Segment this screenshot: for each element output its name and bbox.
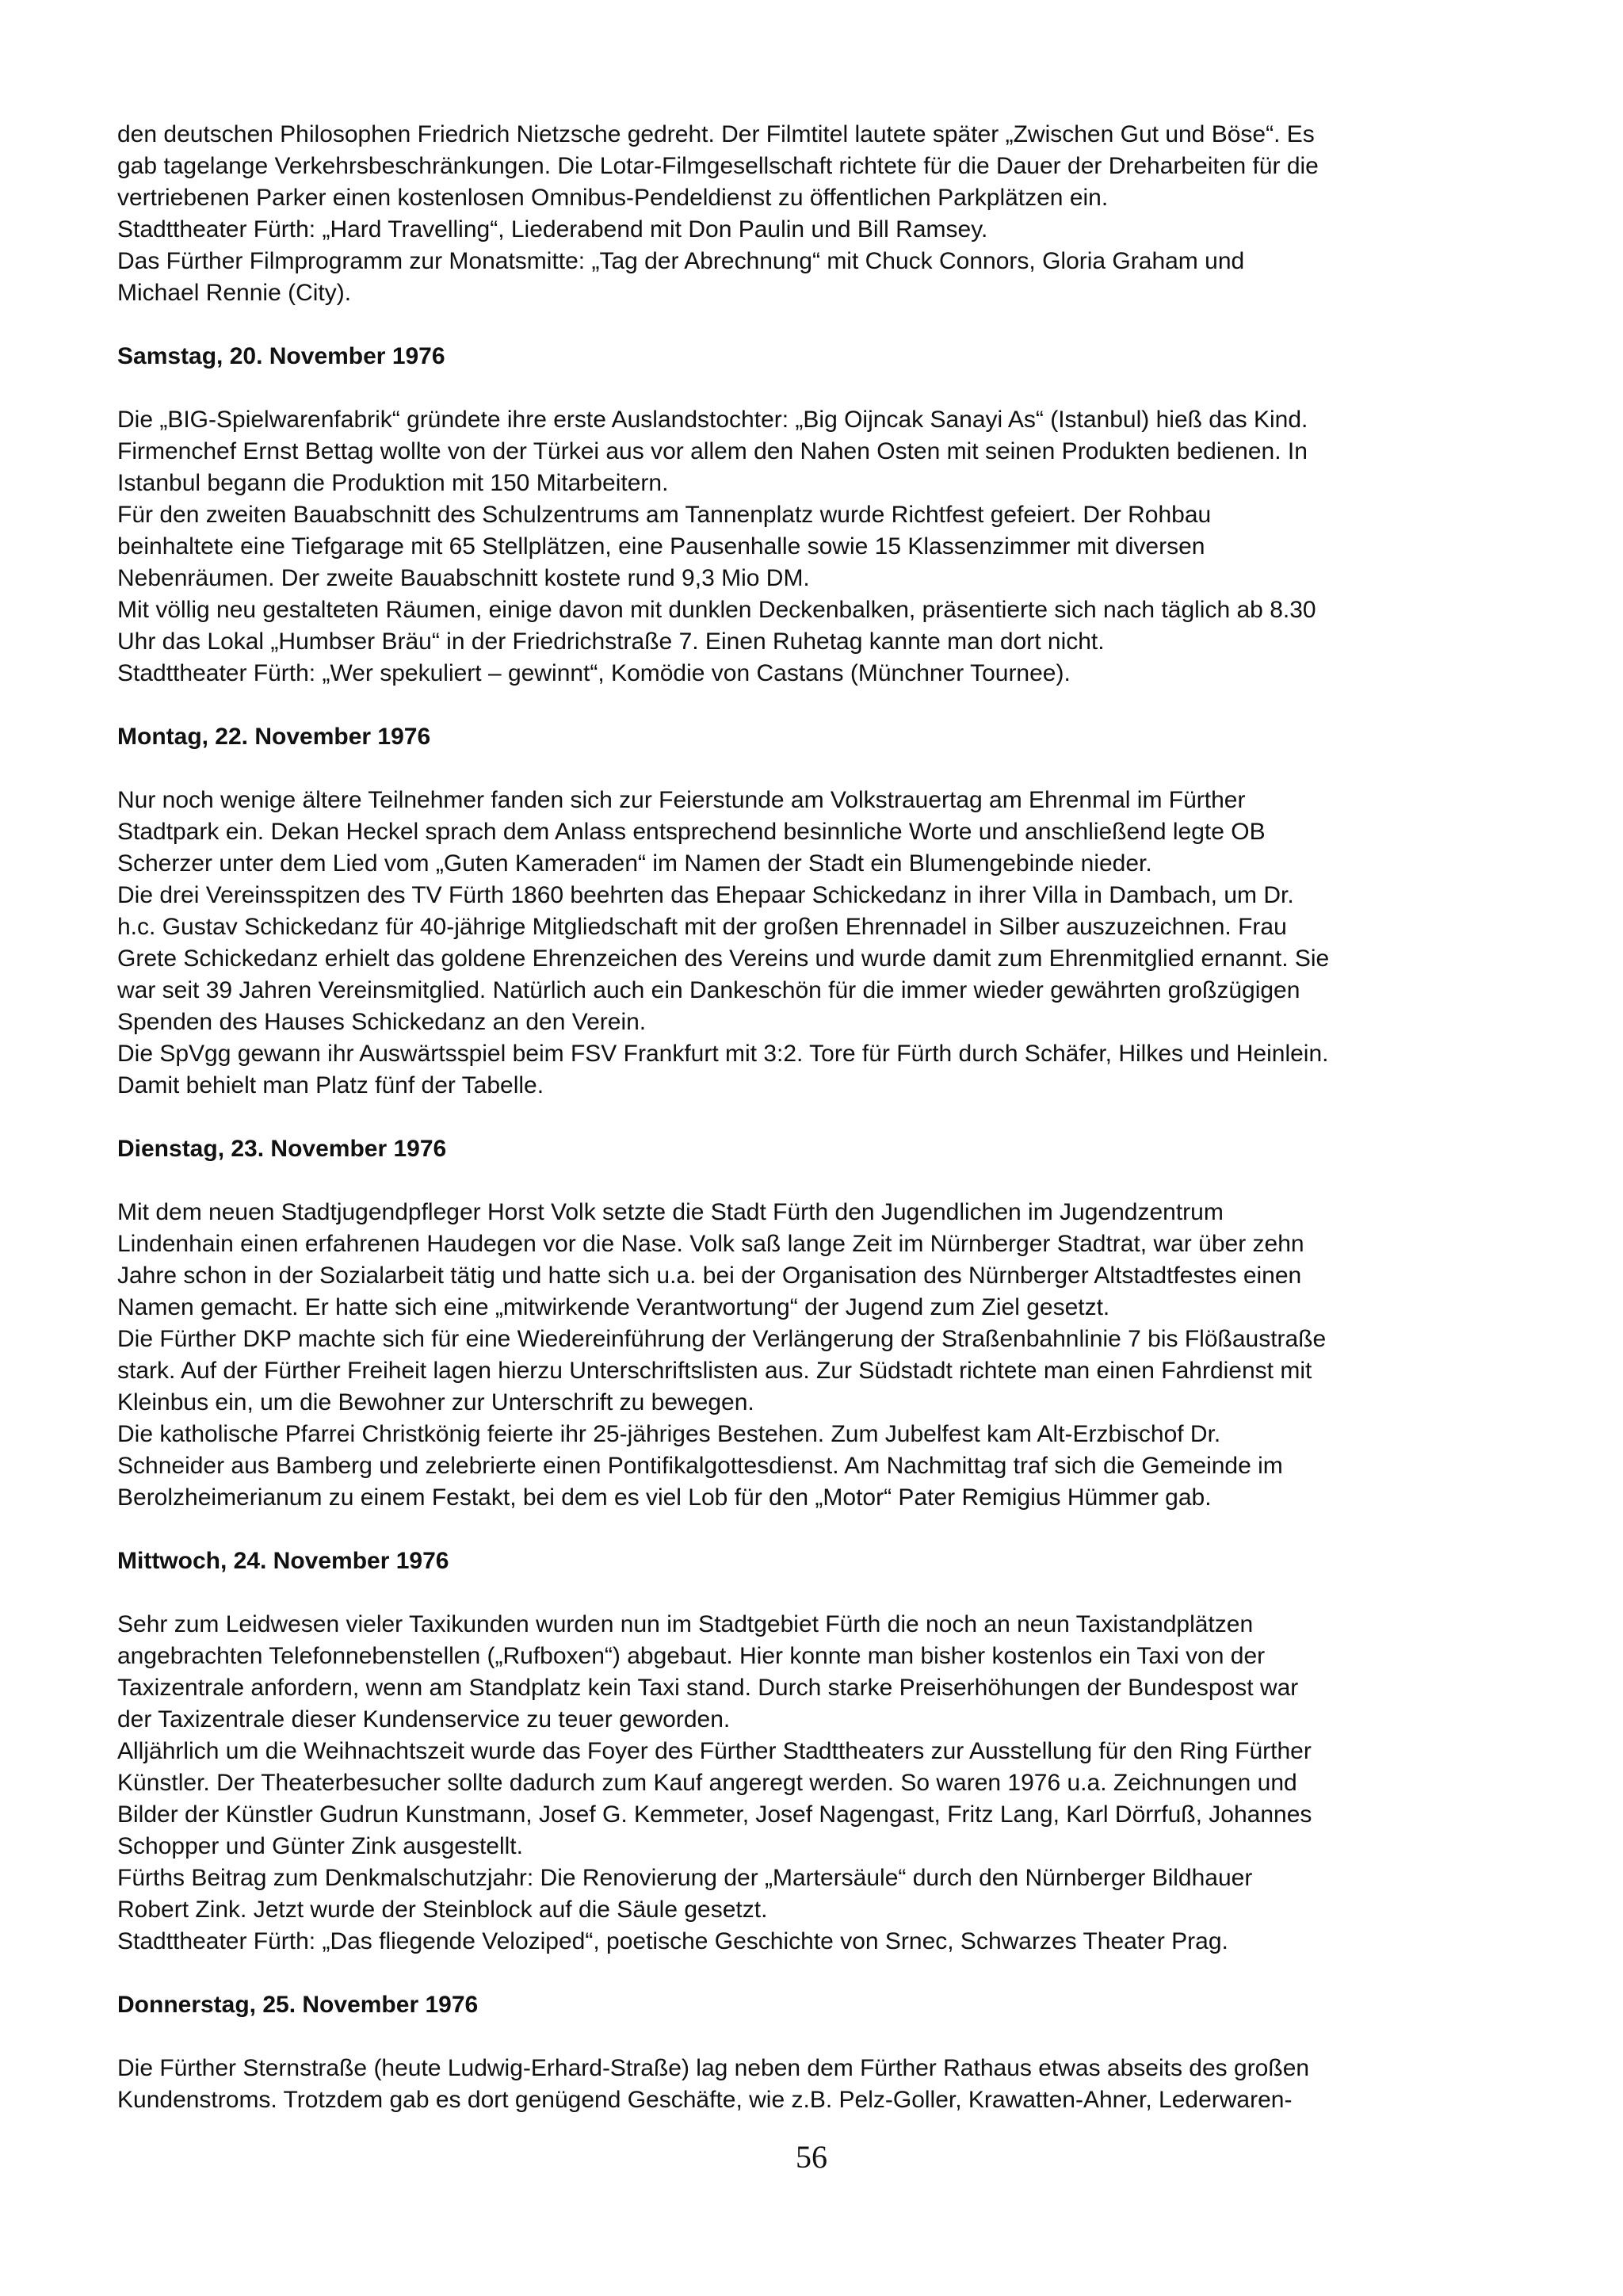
page-content bbox=[117, 119, 1520, 2116]
text-line: Das Fürther Filmprogramm zur Monatsmitte: „Tag der Abrechnung“ mit Chuck Connors, Gloria Graham und bbox=[117, 248, 1245, 274]
text-line: Stadtpark ein. Dekan Heckel sprach dem Anlass entsprechend besinnliche Worte und anschließend legte OB bbox=[117, 819, 1266, 845]
spacer bbox=[117, 2021, 1520, 2053]
text-line: Robert Zink. Jetzt wurde der Steinblock auf die Säule gesetzt. bbox=[117, 1897, 768, 1923]
text-line: Die drei Vereinsspitzen des TV Fürth 1860 beehrten das Ehepaar Schickedanz in ihrer Villa in Dambach, um Dr. bbox=[117, 882, 1294, 908]
text-line: Die Fürther DKP machte sich für eine Wiedereinführung der Verlängerung der Straßenbahnlinie 7 bis Flößaustraße bbox=[117, 1326, 1327, 1352]
text-line: Stadttheater Fürth: „Hard Travelling“, Liederabend mit Don Paulin und Bill Ramsey. bbox=[117, 216, 988, 243]
text-line: Die SpVgg gewann ihr Auswärtsspiel beim FSV Frankfurt mit 3:2. Tore für Fürth durch Schäfer, Hilkes und Heinlein. bbox=[117, 1041, 1329, 1067]
text-line: Jahre schon in der Sozialarbeit tätig und hatte sich u.a. bei der Organisation des Nürnberger Altstadtfestes einen bbox=[117, 1263, 1302, 1289]
text-line: Firmenchef Ernst Bettag wollte von der Türkei aus vor allem den Nahen Osten mit seinen Produkten bedienen. In bbox=[117, 438, 1308, 464]
spacer bbox=[117, 1958, 1520, 1989]
text-line: gab tagelange Verkehrsbeschränkungen. Die Lotar-Filmgesellschaft richtete für die Dauer der Dreharbeiten für die bbox=[117, 153, 1319, 179]
text-line: Stadttheater Fürth: „Das fliegende Veloziped“, poetische Geschichte von Srnec, Schwarzes Theater Prag. bbox=[117, 1928, 1228, 1954]
text-line: Spenden des Hauses Schickedanz an den Verein. bbox=[117, 1009, 647, 1035]
page-number: 56 bbox=[796, 2139, 827, 2175]
spacer bbox=[117, 1102, 1520, 1133]
text-line: Stadttheater Fürth: „Wer spekuliert – gewinnt“, Komödie von Castans (Münchner Tournee). bbox=[117, 660, 1071, 686]
text-line: Scherzer unter dem Lied vom „Guten Kameraden“ im Namen der Stadt ein Blumengebinde nieder. bbox=[117, 850, 1152, 877]
spacer bbox=[117, 1577, 1520, 1609]
text-line: den deutschen Philosophen Friedrich Nietzsche gedreht. Der Filmtitel lautete später „Zwischen Gut und Böse“. Es bbox=[117, 121, 1315, 147]
text-line: beinhaltete eine Tiefgarage mit 65 Stellplätzen, eine Pausenhalle sowie 15 Klassenzimmer mit diversen bbox=[117, 533, 1205, 560]
spacer bbox=[117, 372, 1520, 404]
spacer bbox=[117, 1165, 1520, 1197]
text-line: h.c. Gustav Schickedanz für 40-jährige Mitgliedschaft mit der großen Ehrennadel in Silber auszuzeichnen. Frau bbox=[117, 914, 1287, 940]
section-heading: Samstag, 20. November 1976 bbox=[117, 343, 445, 369]
text-line: Fürths Beitrag zum Denkmalschutzjahr: Die Renovierung der „Martersäule“ durch den Nürnberger Bildhauer bbox=[117, 1865, 1253, 1891]
text-line: Istanbul begann die Produktion mit 150 Mitarbeitern. bbox=[117, 470, 669, 496]
text-line: vertriebenen Parker einen kostenlosen Omnibus-Pendeldienst zu öffentlichen Parkplätzen ein. bbox=[117, 185, 1109, 211]
section-heading: Donnerstag, 25. November 1976 bbox=[117, 1992, 479, 2018]
text-line: Kleinbus ein, um die Bewohner zur Unterschrift zu bewegen. bbox=[117, 1389, 754, 1415]
text-line: war seit 39 Jahren Vereinsmitglied. Natürlich auch ein Dankeschön für die immer wieder gewährten großzügigen bbox=[117, 977, 1300, 1003]
text-line: Uhr das Lokal „Humbser Bräu“ in der Friedrichstraße 7. Einen Ruhetag kannte man dort nicht. bbox=[117, 628, 1105, 655]
text-line: Die „BIG-Spielwarenfabrik“ gründete ihre erste Auslandstochter: „Big Oijncak Sanayi As“ (Istanbul) hieß das Kind. bbox=[117, 407, 1308, 433]
section-body bbox=[117, 1609, 1520, 1958]
text-line: Sehr zum Leidwesen vieler Taxikunden wurden nun im Stadtgebiet Fürth die noch an neun Taxistandplätzen bbox=[117, 1611, 1254, 1637]
text-line: der Taxizentrale dieser Kundenservice zu teuer geworden. bbox=[117, 1706, 731, 1733]
text-line: Mit dem neuen Stadtjugendpfleger Horst Volk setzte die Stadt Fürth den Jugendlichen im Jugendzentrum bbox=[117, 1199, 1224, 1225]
text-line: Für den zweiten Bauabschnitt des Schulzentrums am Tannenplatz wurde Richtfest gefeiert. Der Rohbau bbox=[117, 502, 1212, 528]
text-line: Schopper und Günter Zink ausgestellt. bbox=[117, 1833, 523, 1859]
text-line: Lindenhain einen erfahrenen Haudegen vor die Nase. Volk saß lange Zeit im Nürnberger Stadtrat, war über zehn bbox=[117, 1231, 1304, 1257]
section-heading: Montag, 22. November 1976 bbox=[117, 724, 431, 750]
text-line: Nur noch wenige ältere Teilnehmer fanden sich zur Feierstunde am Volkstrauertag am Ehrenmal im Fürther bbox=[117, 787, 1246, 813]
text-line: Mit völlig neu gestalteten Räumen, einige davon mit dunklen Deckenbalken, präsentierte sich nach täglich ab 8.30 bbox=[117, 597, 1316, 623]
text-line: Michael Rennie (City). bbox=[117, 280, 352, 306]
section-body bbox=[117, 1197, 1520, 1514]
spacer bbox=[117, 753, 1520, 785]
text-line: Damit behielt man Platz fünf der Tabelle. bbox=[117, 1072, 544, 1098]
section-body bbox=[117, 404, 1520, 690]
spacer bbox=[117, 1514, 1520, 1545]
text-line: angebrachten Telefonnebenstellen („Rufboxen“) abgebaut. Hier konnte man bisher kostenlos ein Taxi von der bbox=[117, 1643, 1266, 1669]
text-line: Namen gemacht. Er hatte sich eine „mitwirkende Verantwortung“ der Jugend zum Ziel gesetzt. bbox=[117, 1294, 1110, 1320]
spacer bbox=[117, 309, 1520, 341]
text-line: Kundenstroms. Trotzdem gab es dort genügend Geschäfte, wie z.B. Pelz-Goller, Krawatten-Ahner, Lederwaren- bbox=[117, 2087, 1293, 2113]
text-line: Die katholische Pfarrei Christkönig feierte ihr 25-jähriges Bestehen. Zum Jubelfest kam Alt-Erzbischof Dr. bbox=[117, 1421, 1221, 1447]
text-line: Schneider aus Bamberg und zelebrierte einen Pontifikalgottesdienst. Am Nachmittag traf sich die Gemeinde im bbox=[117, 1453, 1283, 1479]
text-line: Bilder der Künstler Gudrun Kunstmann, Josef G. Kemmeter, Josef Nagengast, Fritz Lang, Karl Dörrfuß, Johannes bbox=[117, 1801, 1312, 1828]
text-line: Grete Schickedanz erhielt das goldene Ehrenzeichen des Vereins und wurde damit zum Ehrenmitglied ernannt. Sie bbox=[117, 946, 1330, 972]
text-line: Die Fürther Sternstraße (heute Ludwig-Erhard-Straße) lag neben dem Fürther Rathaus etwas abseits des großen bbox=[117, 2055, 1310, 2081]
text-line: Alljährlich um die Weihnachtszeit wurde das Foyer des Fürther Stadttheaters zur Ausstellung für den Ring Fürther bbox=[117, 1738, 1312, 1764]
section-heading: Mittwoch, 24. November 1976 bbox=[117, 1548, 449, 1574]
text-line: Künstler. Der Theaterbesucher sollte dadurch zum Kauf angeregt werden. So waren 1976 u.a. Zeichnungen und bbox=[117, 1770, 1297, 1796]
intro-paragraph bbox=[117, 119, 1520, 309]
text-line: Taxizentrale anfordern, wenn am Standplatz kein Taxi stand. Durch starke Preiserhöhungen der Bundespost war bbox=[117, 1675, 1299, 1701]
section-heading: Dienstag, 23. November 1976 bbox=[117, 1136, 447, 1162]
section-body bbox=[117, 2053, 1520, 2116]
text-line: stark. Auf der Fürther Freiheit lagen hierzu Unterschriftslisten aus. Zur Südstadt richtete man einen Fahrdienst mit bbox=[117, 1358, 1312, 1384]
text-line: Nebenräumen. Der zweite Bauabschnitt kostete rund 9,3 Mio DM. bbox=[117, 565, 810, 591]
spacer bbox=[117, 690, 1520, 721]
section-body bbox=[117, 785, 1520, 1102]
text-line: Berolzheimerianum zu einem Festakt, bei dem es viel Lob für den „Motor“ Pater Remigius Hümmer gab. bbox=[117, 1484, 1212, 1511]
